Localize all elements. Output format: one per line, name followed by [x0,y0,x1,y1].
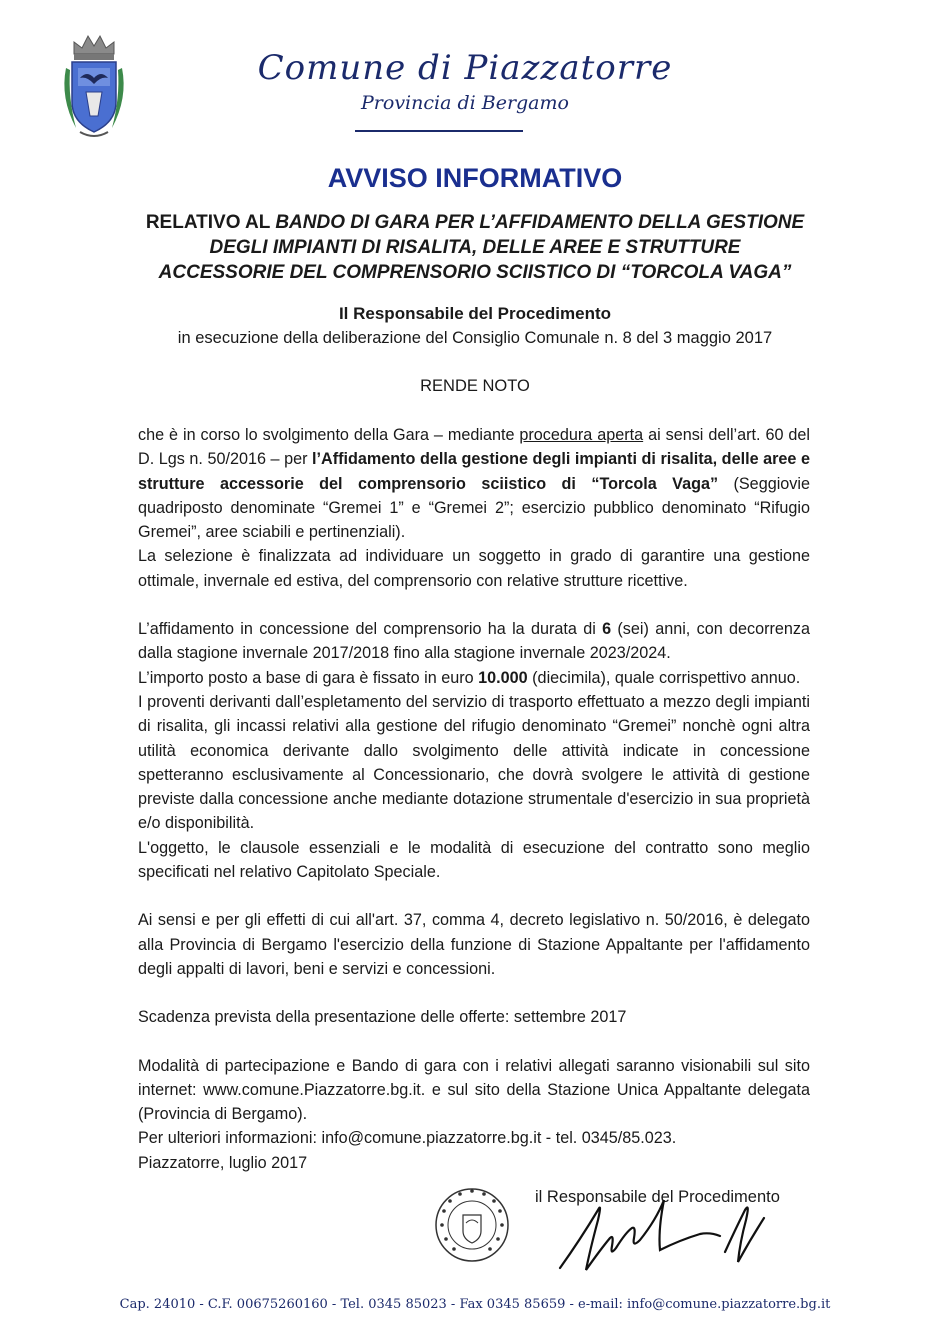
responsabile-subtitle: in esecuzione della deliberazione del Consiglio Comunale n. 8 del 3 maggio 2017 [177,329,773,347]
subject-line-3: ACCESSORIE DEL COMPRENSORIO SCIISTICO DI “TORCOLA VAGA” [158,262,792,283]
paragraph-2: La selezione è finalizzata ad individuare un soggetto in grado di garantire una gestione ottimale, invernale ed estiva, del comprensorio con relative strutture ricettive. [138,547,810,590]
comune-name: Comune di Piazzatorre [257,48,673,88]
footer-contacts: Cap. 24010 - C.F. 00675260160 - Tel. 0345 85023 - Fax 0345 85659 - e-mail: info@comune.piazzatorre.bg.it [119,1297,831,1312]
responsabile-title: Il Responsabile del Procedimento [338,304,612,323]
document-title: AVVISO INFORMATIVO [327,163,623,193]
paragraph-5: I proventi derivanti dall’espletamento del servizio di trasporto effettuato a mezzo degli impianti di risalita, gli incassi relativi alla gestione del rifugio denominato “Gremei” nonchè ogni altra utilità economica derivante dallo svolgimento delle attività indicate in concessione spetteranno esclusivamente al Concessionario, che dovrà svolgere le attività di gestione previste dalla concessione anche mediante dotazione strumentale d'esercizio in sua proprietà e/o disponibilità. [138,692,810,833]
handwritten-signature [540,1190,780,1280]
document-subject [60,210,890,285]
paragraph-4: L’importo posto a base di gara è fissato in euro 10.000 (diecimila), quale corrispettivo annuo. [138,668,801,687]
rende-noto-heading: RENDE NOTO [420,377,530,395]
letterhead [230,48,700,116]
header-divider [355,130,523,132]
provincia-name: Provincia di Bergamo [361,92,569,114]
paragraph-1: che è in corso lo svolgimento della Gara – mediante procedura aperta ai sensi dell’art. 60 del D. Lgs n. 50/2016 – per l’Affidamento della gestione degli impianti di risalita, delle aree e strutture accessorie del comprensorio sciistico di “Torcola Vaga” (Seggiovie quadriposto denominate “Gremei 1” e “Gremei 2”; esercizio pubblico denominato “Rifugio Gremei”, aree sciabili e pertinenziali). [138,426,810,542]
body-text [138,423,810,1175]
paragraph-10: Per ulteriori informazioni: info@comune.piazzatorre.bg.it - tel. 0345/85.023. [138,1129,677,1148]
paragraph-8: Scadenza prevista della presentazione delle offerte: settembre 2017 [138,1008,627,1027]
subject-line-2: DEGLI IMPIANTI DI RISALITA, DELLE AREE E STRUTTURE [209,237,741,258]
subject-line-1-italic: BANDO DI GARA PER L’AFFIDAMENTO DELLA GESTIONE [275,212,805,233]
procedura-aperta-text: procedura aperta [519,426,644,444]
municipal-stamp-icon [432,1185,512,1265]
subject-prefix: RELATIVO AL [145,212,276,233]
paragraph-11: Piazzatorre, luglio 2017 [138,1153,308,1172]
responsabile-block [60,302,890,350]
paragraph-6: L'oggetto, le clausole essenziali e le modalità di esecuzione del contratto sono meglio specificati nel relativo Capitolato Speciale. [138,838,810,882]
subject-line-1 [60,210,890,235]
paragraph-3: L’affidamento in concessione del comprensorio ha la durata di 6 (sei) anni, con decorrenza dalla stagione invernale 2017/2018 fino alla stagione invernale 2023/2024. [138,620,810,663]
coat-of-arms-icon [58,28,130,146]
title-block [60,160,890,285]
paragraph-9: Modalità di partecipazione e Bando di gara con i relativi allegati saranno visionabili sul sito internet: www.comune.Piazzatorre.bg.it. e sul sito della Stazione Unica Appaltante delegata (Provincia di Bergamo). [138,1056,810,1124]
paragraph-7: Ai sensi e per gli effetti di cui all'art. 37, comma 4, decreto legislativo n. 50/2016, è delegato alla Provincia di Bergamo l'esercizio della funzione di Stazione Appaltante per l'affidamento degli appalti di lavori, beni e servizi e concessioni. [138,911,810,978]
signature-label: il Responsabile del Procedimento [535,1188,780,1206]
